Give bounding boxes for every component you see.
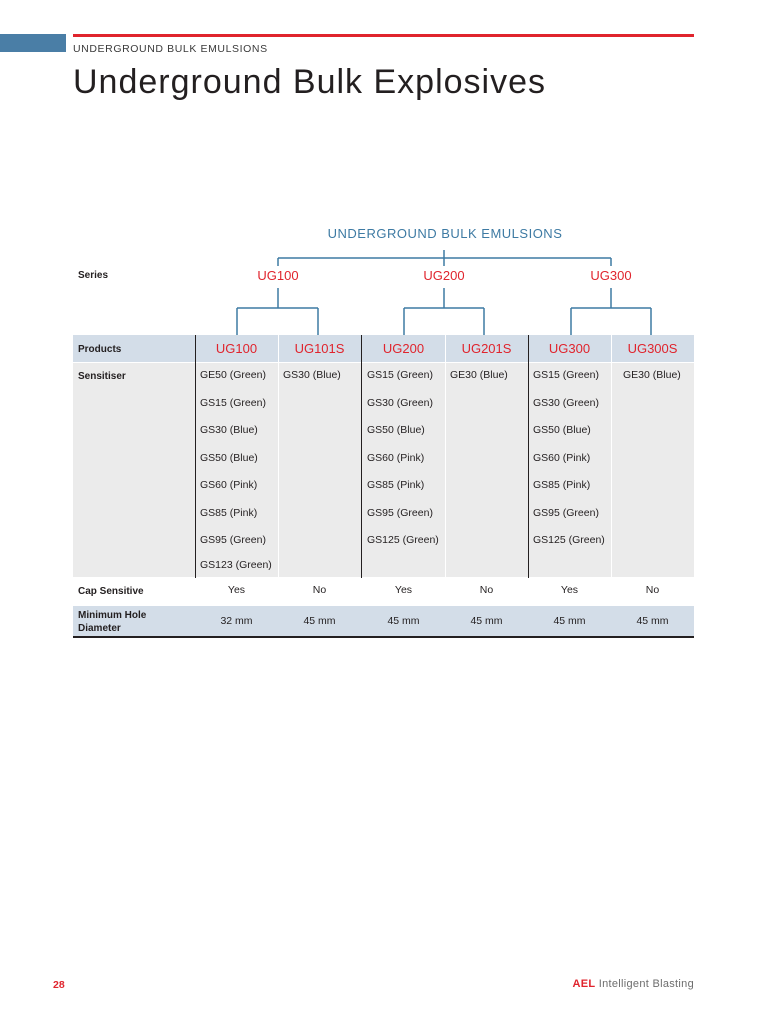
sensitiser-cell: GS125 (Green) [533,534,605,546]
min-hole-diameter-cell: 45 mm [387,615,420,627]
sensitiser-cell: GS30 (Blue) [283,369,341,381]
group-divider [361,335,362,578]
column-divider [445,335,446,578]
series-ug100: UG100 [257,268,299,283]
product-ug201s: UG201S [461,341,512,356]
diagram-title: UNDERGROUND BULK EMULSIONS [327,226,563,241]
sensitiser-cell: GS30 (Green) [367,397,433,409]
sensitiser-cell: GE50 (Green) [200,369,266,381]
sensitiser-cell: GS50 (Blue) [533,424,591,436]
series-row-label: Series [78,270,109,281]
min-hole-diameter-cell: 32 mm [220,615,253,627]
sensitiser-cell: GS15 (Green) [533,369,599,381]
min-hole-diameter-row-label: Minimum Hole Diameter [78,610,147,634]
group-divider [528,335,529,578]
sensitiser-cell: GS123 (Green) [200,559,272,571]
brand-tagline: Intelligent Blasting [598,978,694,990]
sensitiser-cell: GE30 (Blue) [450,369,508,381]
product-ug300s: UG300S [627,341,678,356]
sensitiser-cell: GS60 (Pink) [533,452,591,464]
row-divider [73,605,694,606]
sensitiser-cell: GS85 (Pink) [200,507,258,519]
row-divider [73,362,694,363]
sensitiser-cell: GS15 (Green) [367,369,433,381]
sensitiser-cell: GS50 (Blue) [200,452,258,464]
min-hole-diameter-cell: 45 mm [303,615,336,627]
min-hole-diameter-cell: 45 mm [470,615,503,627]
product-ug300: UG300 [548,341,591,356]
row-divider [73,577,694,578]
sensitiser-cell: GS60 (Pink) [367,452,425,464]
sensitiser-cell: GS50 (Blue) [367,424,425,436]
cap-sensitive-cell: No [645,584,660,596]
cap-sensitive-cell: No [479,584,494,596]
sensitiser-cell: GS30 (Blue) [200,424,258,436]
sensitiser-cell: GS95 (Green) [533,507,599,519]
header-blue-tab [0,34,66,52]
column-divider [278,335,279,578]
column-divider [611,335,612,578]
products-row [73,335,694,362]
sensitiser-row-label: Sensitiser [78,371,126,382]
products-row-label: Products [78,344,122,355]
product-ug200: UG200 [382,341,425,356]
sensitiser-cell: GS60 (Pink) [200,479,258,491]
sensitiser-cell: GS85 (Pink) [533,479,591,491]
sensitiser-cell: GS125 (Green) [367,534,439,546]
footer-brand [572,978,694,990]
group-divider [195,335,196,578]
product-ug101s: UG101S [294,341,345,356]
brand-name: AEL [572,978,596,990]
cap-sensitive-row-label: Cap Sensitive [78,586,144,597]
page-title: Underground Bulk Explosives [73,63,547,101]
table-bottom-rule [73,636,694,638]
min-hole-diameter-cell: 45 mm [636,615,669,627]
sensitiser-cell: GS30 (Green) [533,397,599,409]
min-hole-diameter-row [73,605,694,637]
cap-sensitive-cell: Yes [560,584,579,596]
cap-sensitive-cell: Yes [227,584,246,596]
series-ug300: UG300 [590,268,632,283]
sensitiser-cell: GE30 (Blue) [623,369,681,381]
page-number: 28 [53,979,65,991]
sensitiser-cell: GS85 (Pink) [367,479,425,491]
cap-sensitive-cell: No [312,584,327,596]
product-table [73,335,694,637]
series-ug200: UG200 [423,268,465,283]
section-label: UNDERGROUND BULK EMULSIONS [73,43,268,55]
sensitiser-cell: GS95 (Green) [200,534,266,546]
sensitiser-row [73,362,694,577]
sensitiser-cell: GS15 (Green) [200,397,266,409]
cap-sensitive-cell: Yes [394,584,413,596]
product-ug100: UG100 [215,341,258,356]
header-red-rule [73,34,694,37]
min-hole-diameter-cell: 45 mm [553,615,586,627]
sensitiser-cell: GS95 (Green) [367,507,433,519]
cap-sensitive-row [73,577,694,605]
